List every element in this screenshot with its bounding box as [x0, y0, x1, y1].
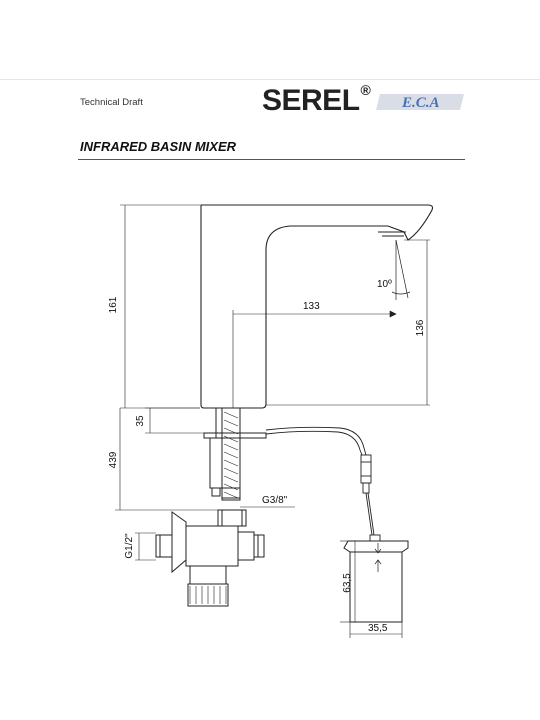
dim-deck-35 [145, 408, 204, 433]
dim-label-136: 136 [415, 319, 426, 337]
dim-label-133: 133 [303, 301, 320, 312]
dim-label-g12: G1/2" [124, 533, 135, 559]
eca-logo-text: E.C.A [402, 95, 440, 111]
sensor-angle [392, 240, 410, 300]
registered-mark: ® [360, 82, 371, 98]
mounting-shank [204, 408, 266, 500]
dim-spout-136 [266, 240, 430, 405]
page-title: INFRARED BASIN MIXER [80, 139, 237, 154]
dim-valve-thread [135, 533, 156, 560]
dim-label-161: 161 [108, 296, 119, 314]
dim-label-35: 35 [135, 415, 146, 427]
dim-label-box-width: 35,5 [368, 623, 388, 634]
brand-name: SEREL [262, 84, 360, 117]
dim-label-box-height: 63,5 [342, 573, 353, 593]
angle-valve [156, 510, 264, 606]
dim-label-439: 439 [108, 451, 119, 469]
dim-height-161 [120, 205, 200, 408]
dim-label-g38: G3/8" [262, 495, 288, 506]
angle-label: 10º [377, 279, 392, 290]
battery-box [344, 541, 408, 622]
sensor-cable [266, 427, 380, 541]
document-type: Technical Draft [80, 97, 143, 108]
dim-hose-439 [115, 408, 230, 510]
dim-reach-133 [233, 310, 396, 408]
